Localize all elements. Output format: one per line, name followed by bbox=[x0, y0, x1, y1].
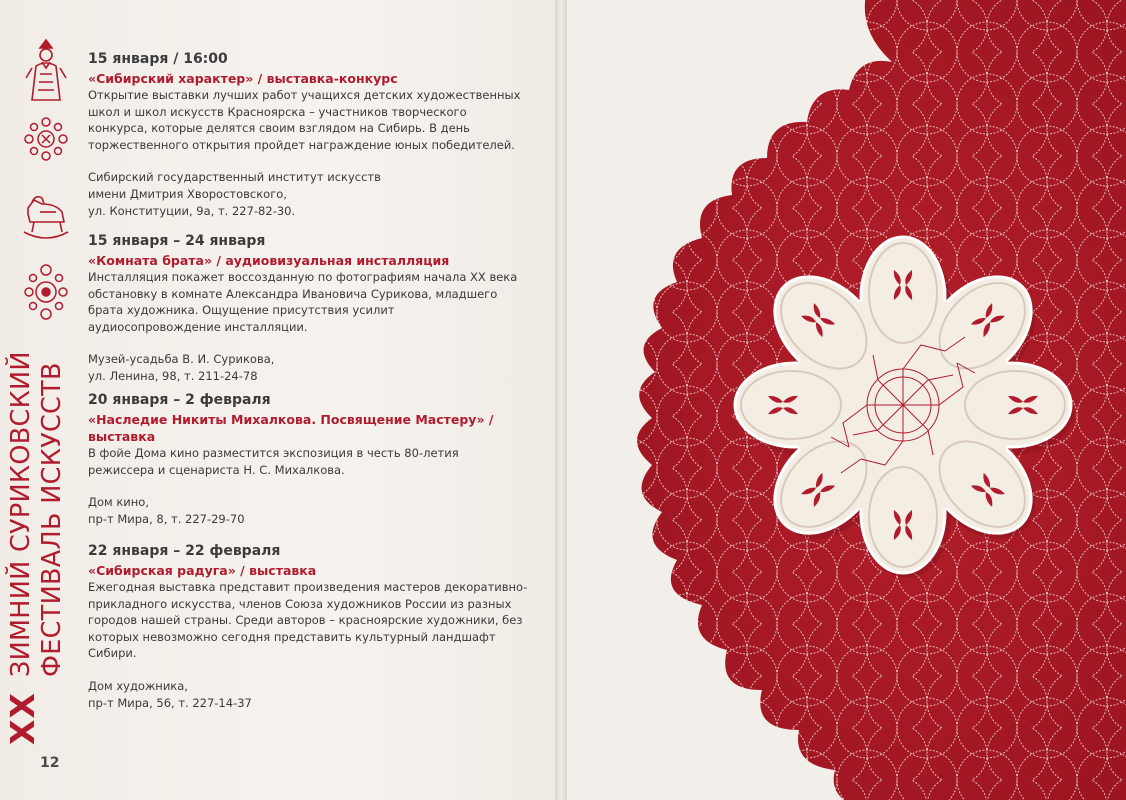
flower-ornament-icon bbox=[24, 117, 68, 161]
folk-figure-icon bbox=[22, 38, 70, 106]
event-place bbox=[88, 678, 528, 712]
event-date: 15 января – 24 января bbox=[88, 233, 266, 249]
event-place-line: ул. Конституции, 9а, т. 227-82-30. bbox=[88, 204, 296, 218]
decorative-ornament bbox=[567, 0, 1126, 800]
event-place-line: имени Дмитрия Хворостовского, bbox=[88, 187, 287, 201]
event-date: 22 января – 22 февраля bbox=[88, 543, 281, 559]
event-item bbox=[88, 50, 528, 220]
event-title: «Сибирский характер» / выставка-конкурс bbox=[88, 71, 398, 86]
round-ornament-icon bbox=[24, 262, 68, 322]
event-description: В фойе Дома кино разместится экспозиция в честь 80-летия режиссера и сценариста Н. С. Михалкова. bbox=[88, 446, 459, 477]
event-place-line: пр-т Мира, 8, т. 227-29-70 bbox=[88, 512, 245, 526]
festival-title bbox=[3, 351, 68, 745]
event-date: 15 января / 16:00 bbox=[88, 51, 228, 67]
event-description: Инсталляция покажет воссозданную по фотографиям начала XX века обстановку в комнате Александра Ивановича Сурикова, младшего брата художника. Ощущение присутствия усилит аудиосопровождение инсталляции. bbox=[88, 270, 518, 334]
festival-number: XX bbox=[3, 692, 42, 745]
event-date: 20 января – 2 февраля bbox=[88, 392, 271, 408]
rocking-horse-icon bbox=[22, 192, 70, 244]
event-description: Ежегодная выставка представит произведения мастеров декоративно-прикладного искусства, членов Союза художников России из разных городов нашей страны. Среди авторов – красноярские художники, без которых невозможно сегодня представить культурный ландшафт Сибири. bbox=[88, 580, 528, 660]
event-place-line: ул. Ленина, 98, т. 211-24-78 bbox=[88, 369, 258, 383]
festival-title-line-2: ФЕСТИВАЛЬ ИСКУССТВ bbox=[37, 362, 67, 678]
event-item bbox=[88, 391, 528, 528]
event-item bbox=[88, 542, 528, 712]
event-place bbox=[88, 169, 528, 220]
event-place-line: пр-т Мира, 56, т. 227-14-37 bbox=[88, 695, 252, 710]
event-place bbox=[88, 494, 528, 528]
event-title: «Комната брата» / аудиовизуальная инсталляция bbox=[88, 253, 450, 268]
event-place bbox=[88, 351, 528, 385]
right-page bbox=[567, 0, 1126, 800]
event-place-line: Сибирский государственный институт искусств bbox=[88, 170, 381, 184]
event-description: Открытие выставки лучших работ учащихся детских художественных школ и школ искусств Красноярска – участников творческого конкурса, которые делятся своим взглядом на Сибирь. В день торжественного открытия пройдет награждение юных победителей. bbox=[88, 88, 521, 152]
event-item bbox=[88, 232, 528, 385]
page-number: 12 bbox=[40, 755, 60, 771]
central-flower bbox=[735, 237, 1074, 578]
event-place-line: Музей-усадьба В. И. Сурикова, bbox=[88, 352, 275, 366]
festival-title-line-1: ЗИМНИЙ СУРИКОВСКИЙ bbox=[6, 351, 36, 678]
event-place-line: Дом кино, bbox=[88, 495, 149, 509]
page-gutter bbox=[555, 0, 567, 800]
event-place-line: Дом художника, bbox=[88, 678, 188, 693]
event-title: «Наследие Никиты Михалкова. Посвящение Мастеру» / выставка bbox=[88, 412, 494, 444]
event-title: «Сибирская радуга» / выставка bbox=[88, 563, 317, 578]
